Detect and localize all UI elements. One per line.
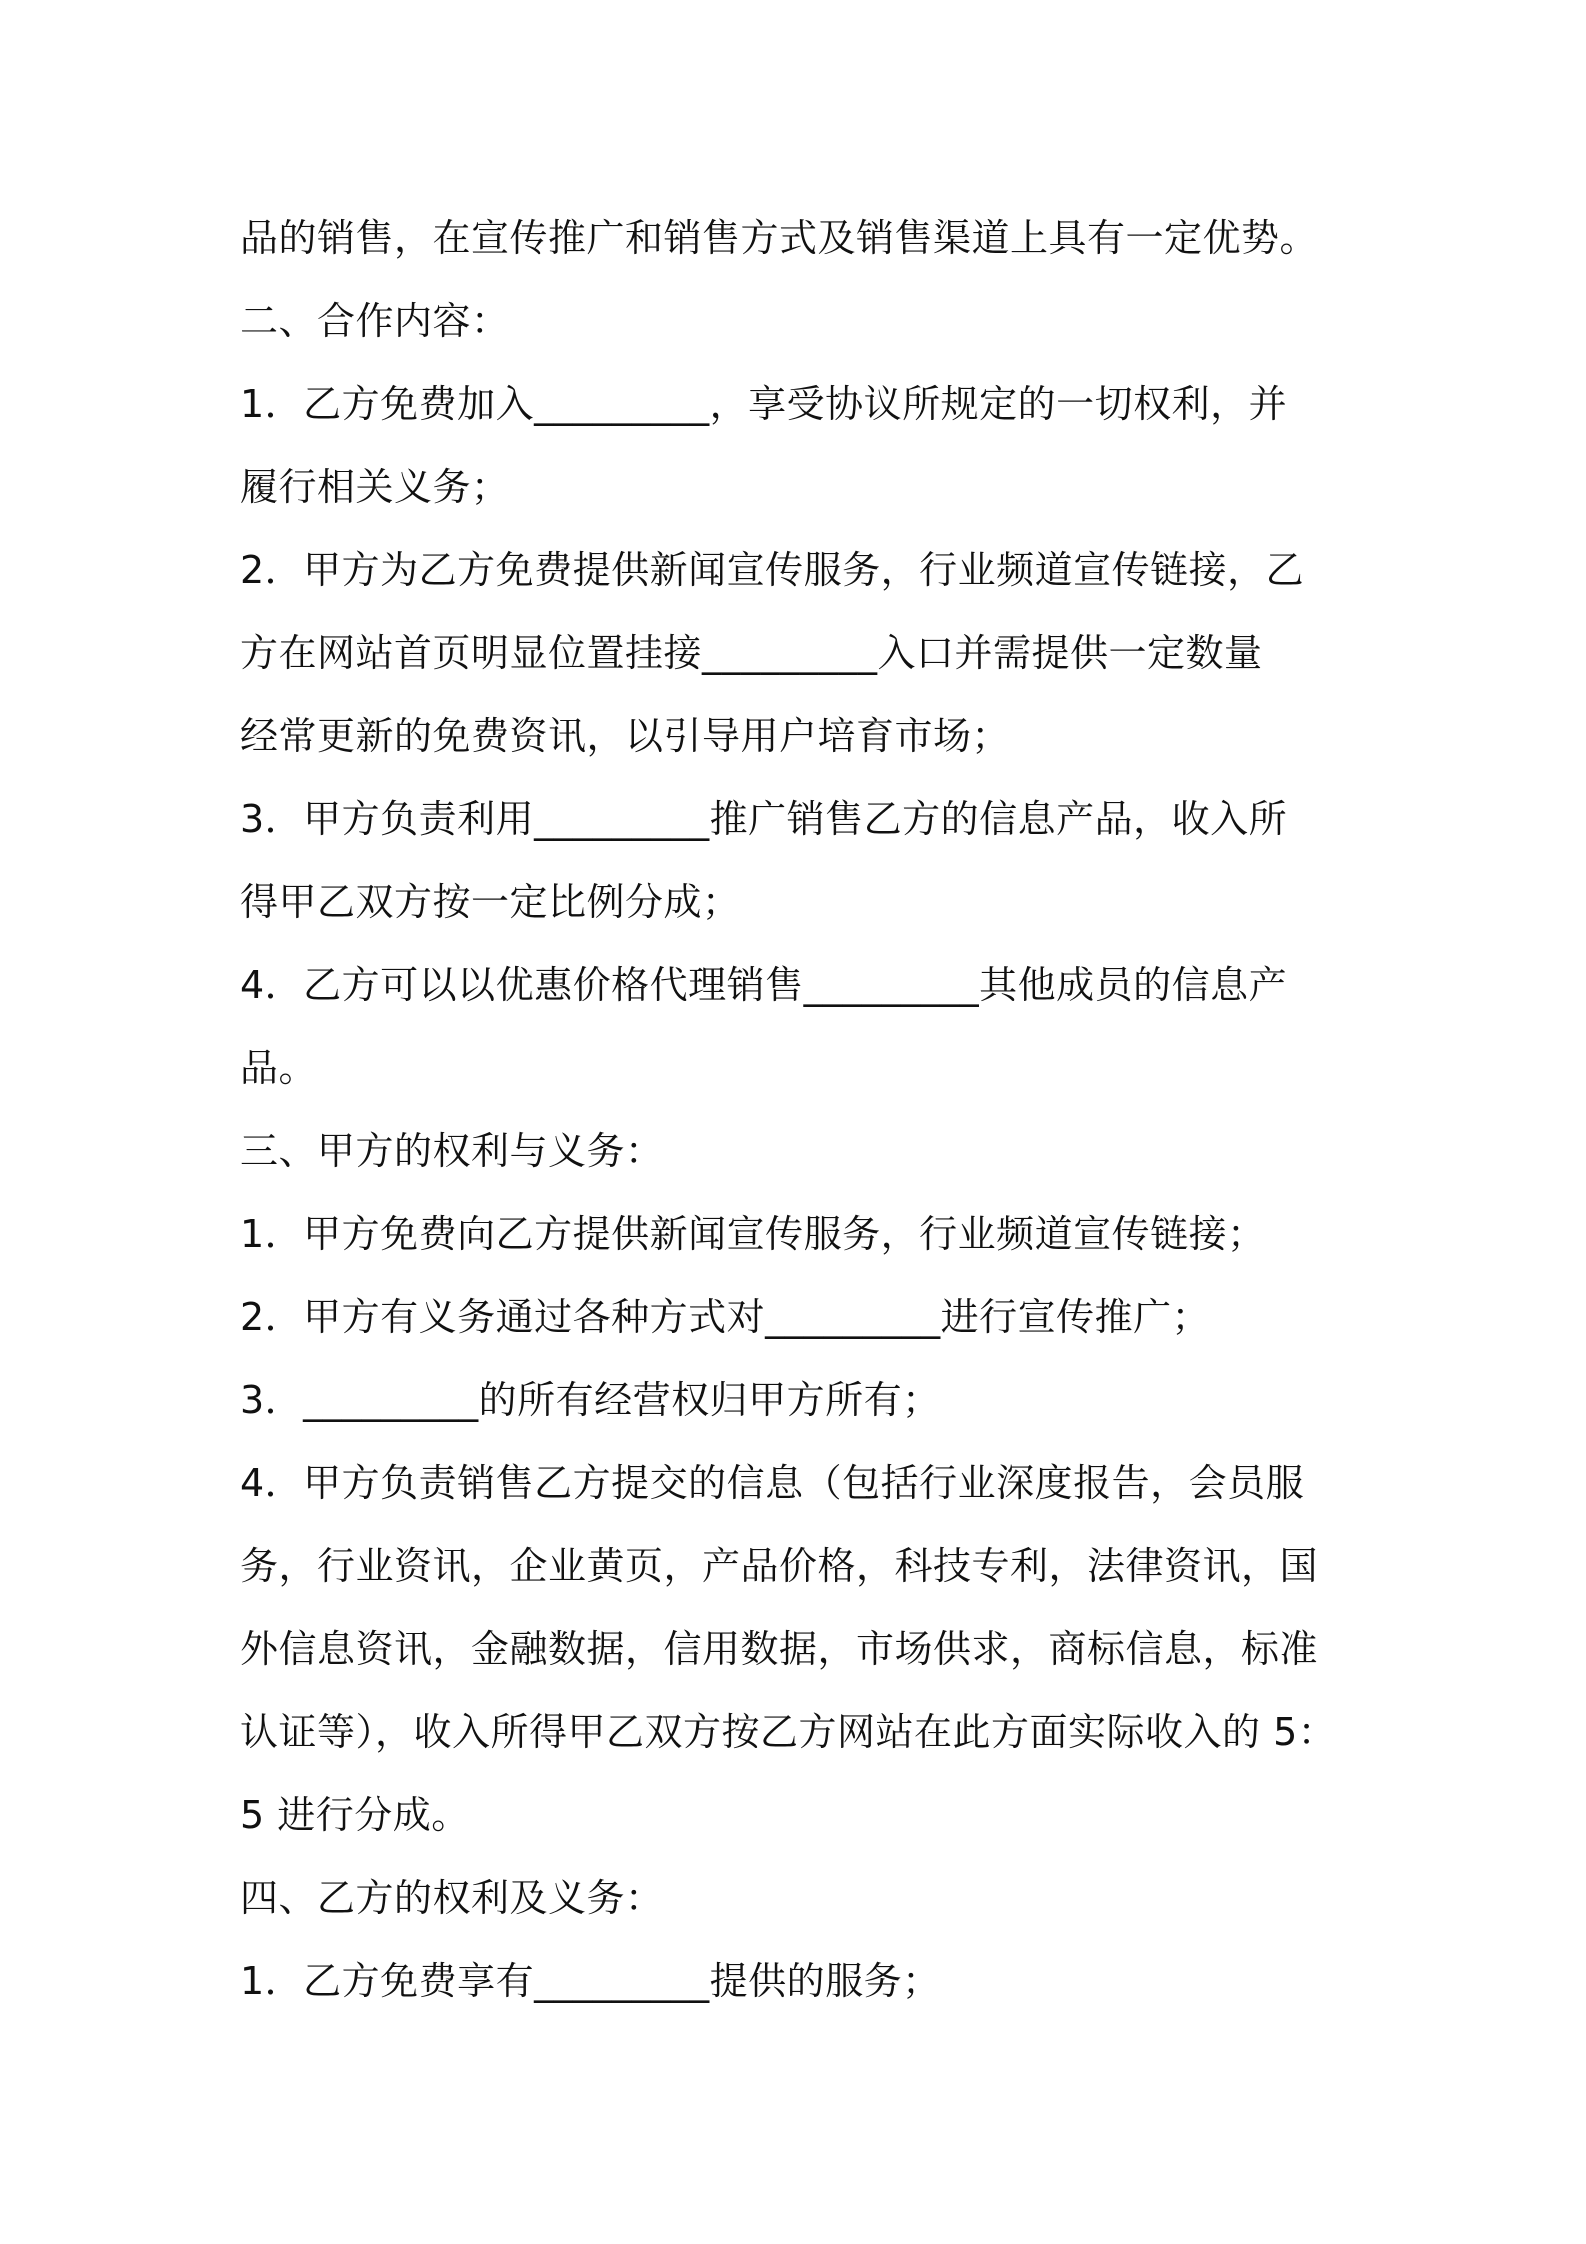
text-line: 方在网站首页明显位置挂接_________入口并需提供一定数量	[240, 631, 1263, 675]
text-line: 外信息资讯，金融数据，信用数据，市场供求，商标信息，标准	[240, 1627, 1319, 1671]
text-line: 履行相关义务；	[240, 465, 510, 509]
text-line: 经常更新的免费资讯，以引导用户培育市场；	[240, 714, 1011, 758]
section-heading: 二、合作内容：	[240, 299, 510, 343]
text-line: 4．甲方负责销售乙方提交的信息（包括行业深度报告，会员服	[240, 1461, 1305, 1505]
text-line: 3．_________的所有经营权归甲方所有；	[240, 1378, 941, 1422]
text-line: 2．甲方有义务通过各种方式对_________进行宣传推广；	[240, 1295, 1211, 1339]
text-line: 2．甲方为乙方免费提供新闻宣传服务，行业频道宣传链接，乙	[240, 548, 1305, 592]
text-line: 得甲乙双方按一定比例分成；	[240, 880, 741, 924]
text-line: 1．甲方免费向乙方提供新闻宣传服务，行业频道宣传链接；	[240, 1212, 1266, 1256]
text-line: 品的销售，在宣传推广和销售方式及销售渠道上具有一定优势。	[240, 216, 1319, 260]
text-line: 5 进行分成。	[240, 1793, 470, 1837]
text-line: 务，行业资讯，企业黄页，产品价格，科技专利，法律资讯，国	[240, 1544, 1319, 1588]
section-heading: 三、甲方的权利与义务：	[240, 1129, 664, 1173]
text-line: 1．乙方免费享有_________提供的服务；	[240, 1959, 941, 2003]
text-line: 认证等），收入所得甲乙双方按乙方网站在此方面实际收入的 5：	[240, 1710, 1337, 1754]
section-heading: 四、乙方的权利及义务：	[240, 1876, 664, 1920]
text-line: 4．乙方可以以优惠价格代理销售_________其他成员的信息产	[240, 963, 1288, 1007]
text-line: 1．乙方免费加入_________，享受协议所规定的一切权利，并	[240, 382, 1288, 426]
document-body	[240, 197, 1360, 2023]
text-line: 品。	[240, 1046, 318, 1090]
text-line: 3．甲方负责利用_________推广销售乙方的信息产品，收入所	[240, 797, 1288, 841]
